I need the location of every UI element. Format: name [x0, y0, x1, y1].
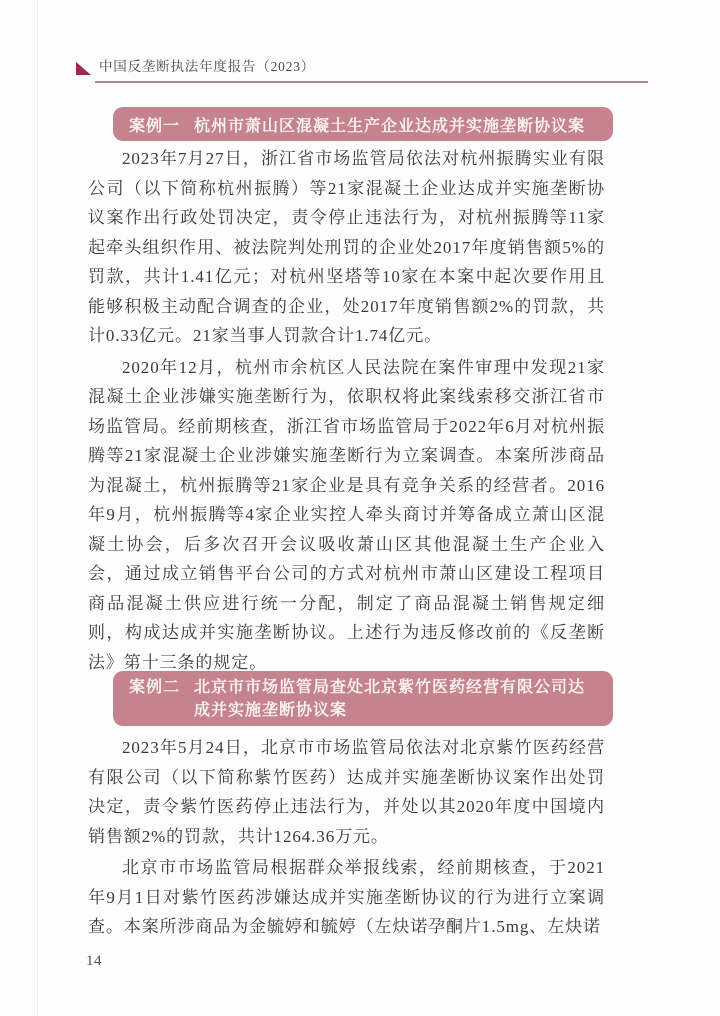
page-header	[0, 52, 720, 88]
report-title: 中国反垄断执法年度报告（2023）	[99, 59, 316, 74]
header-rule	[95, 81, 648, 83]
page-number: 14	[86, 953, 102, 969]
case2-banner	[113, 671, 613, 726]
page-gutter-line	[37, 0, 38, 1016]
case2-paragraph-1: 2023年5月24日，北京市市场监管局依法对北京紫竹医药经营有限公司（以下简称紫竹医药）达成并实施垄断协议案作出处罚决定，责令紫竹医药停止违法行为，并处以其2020年度中国境内销售额2%的罚款，共计1264.36万元。	[88, 738, 605, 846]
case2-banner-label: 案例二	[129, 679, 181, 696]
case1-banner-label: 案例一	[129, 117, 181, 135]
case1-banner	[113, 107, 613, 141]
case1-body	[88, 144, 605, 677]
triangle-marker-icon	[76, 62, 91, 75]
case2-paragraph-2: 北京市市场监管局根据群众举报线索，经前期核查，于2021年9月1日对紫竹医药涉嫌达成并实施垄断协议的行为进行立案调查。本案所涉商品为金毓婷和毓婷（左炔诺孕酮片1.5mg、左炔诺	[88, 858, 605, 936]
case1-banner-title: 杭州市萧山区混凝土生产企业达成并实施垄断协议案	[194, 117, 586, 135]
case2-body	[88, 733, 605, 942]
case1-paragraph-1: 2023年7月27日，浙江省市场监管局依法对杭州振腾实业有限公司（以下简称杭州振腾）等21家混凝土企业达成并实施垄断协议案作出行政处罚决定，责令停止违法行为，对杭州振腾等11家起牵头组织作用、被法院判处刑罚的企业处2017年度销售额5%的罚款，共计1.41亿元；对杭州坚塔等10家在本案中起次要作用且能够积极主动配合调查的企业，处2017年度销售额2%的罚款，共计0.33亿元。21家当事人罚款合计1.74亿元。	[88, 149, 605, 345]
case1-paragraph-2: 2020年12月，杭州市余杭区人民法院在案件审理中发现21家混凝土企业涉嫌实施垄断行为，依职权将此案线索移交浙江省市场监管局。经前期核查，浙江省市场监管局于2022年6月对杭州振腾等21家混凝土企业涉嫌实施垄断行为立案调查。本案所涉商品为混凝土，杭州振腾等21家企业是具有竞争关系的经营者。2016年9月，杭州振腾等4家企业实控人牵头商讨并筹备成立萧山区混凝土协会，后多次召开会议吸收萧山区其他混凝土生产企业入会，通过成立销售平台公司的方式对杭州市萧山区建设工程项目商品混凝土供应进行统一分配，制定了商品混凝土销售规定细则，构成达成并实施垄断协议。上述行为违反修改前的《反垄断法》第十三条的规定。	[88, 357, 605, 672]
case2-banner-title: 北京市市场监管局查处北京紫竹医药经营有限公司达成并实施垄断协议案	[194, 679, 586, 719]
